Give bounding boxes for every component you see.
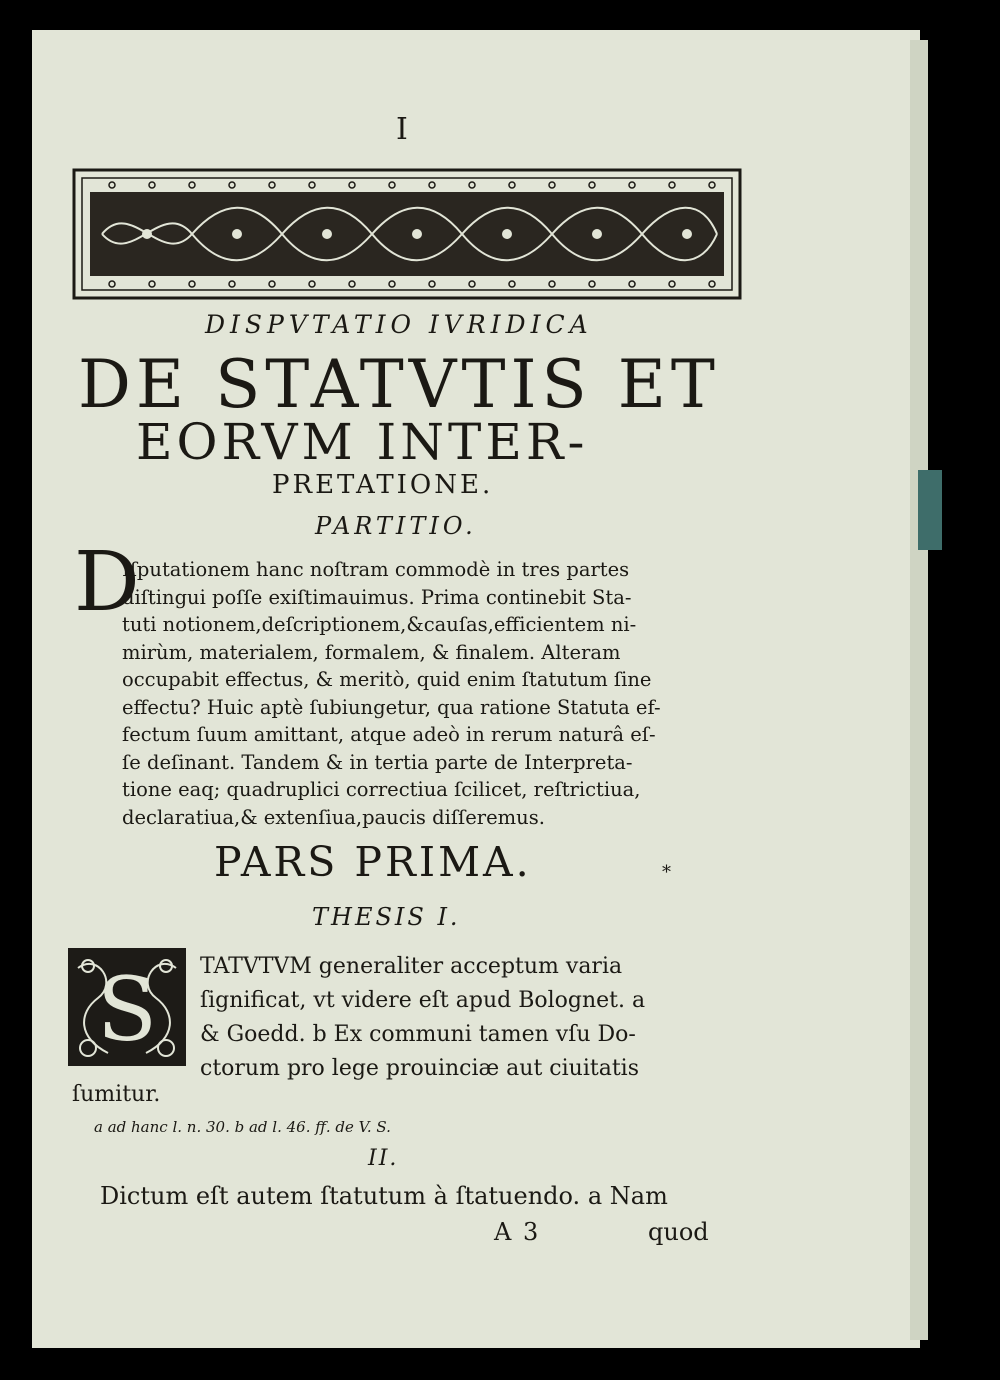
pars-prima-heading: PARS PRIMA. bbox=[214, 838, 532, 886]
drop-cap: D bbox=[74, 535, 140, 630]
catchword: quod bbox=[648, 1218, 709, 1246]
text-line: tuti notionem,deſcriptionem,&cauſas,efficientem ni- bbox=[122, 613, 637, 636]
printer-mark: * bbox=[662, 862, 671, 883]
text-line: & Goedd. b Ex communi tamen vſu Do- bbox=[200, 1022, 636, 1047]
text-line: effectu? Huic aptè ſubiungetur, qua ratione Statuta ef- bbox=[122, 695, 661, 719]
text-line: ſe deſinant. Tandem & in tertia parte de Interpreta- bbox=[122, 750, 633, 774]
text-line: occupabit effectus, & meritò, quid enim ſtatutum ſine bbox=[122, 668, 652, 691]
title-line-1: DE STATVTIS ET bbox=[78, 346, 720, 423]
text-line: TATVTVM generaliter acceptum varia bbox=[200, 954, 623, 979]
title-line-3: PRETATIONE. bbox=[272, 470, 494, 500]
ornamental-headpiece bbox=[72, 168, 742, 300]
text-line: fectum ſuum amittant, atque adeò in rerum naturâ eſ- bbox=[122, 723, 656, 746]
thesis-2-text: Dictum eſt autem ſtatutum à ſtatuendo. a Nam bbox=[100, 1182, 668, 1210]
text-line: declaratiua,& extenſiua,paucis diſſeremus. bbox=[122, 805, 545, 829]
partitio-paragraph bbox=[122, 556, 682, 831]
decorated-initial bbox=[68, 948, 186, 1066]
partitio-heading: PARTITIO. bbox=[315, 512, 477, 540]
footnote: a ad hanc l. n. 30. b ad l. 46. ff. de V. S. bbox=[94, 1118, 391, 1136]
title-line-2: EORVM INTER- bbox=[136, 413, 589, 471]
text-line: tione eaq; quadruplici correctiua ſcilicet, reſtrictiua, bbox=[122, 778, 641, 801]
thesis-1-last-line: ſumitur. bbox=[72, 1082, 161, 1107]
initial-ornament bbox=[68, 948, 186, 1066]
text-line: ſignificat, vt videre eſt apud Bolognet. a bbox=[200, 988, 646, 1013]
page-number: I bbox=[396, 112, 408, 147]
signature-mark: A 3 bbox=[494, 1218, 541, 1246]
thesis-1-heading: THESIS I. bbox=[312, 903, 461, 931]
paper-tab bbox=[918, 470, 942, 550]
thesis-2-heading: II. bbox=[368, 1146, 399, 1171]
page-edge bbox=[910, 40, 928, 1340]
text-line: mirùm, materialem, formalem, & finalem. Alteram bbox=[122, 640, 621, 664]
initial-letter: S bbox=[96, 958, 158, 1061]
thesis-1-text bbox=[200, 950, 730, 1086]
subtitle: DISPVTATIO IVRIDICA bbox=[205, 310, 593, 339]
text-line: Iſputationem hanc noſtram commodè in tres partes bbox=[122, 558, 630, 581]
text-line: ctorum pro lege prouinciæ aut ciuitatis bbox=[200, 1056, 639, 1081]
text-line: diſtingui poſſe exiſtimauimus. Prima continebit Sta- bbox=[122, 585, 632, 609]
